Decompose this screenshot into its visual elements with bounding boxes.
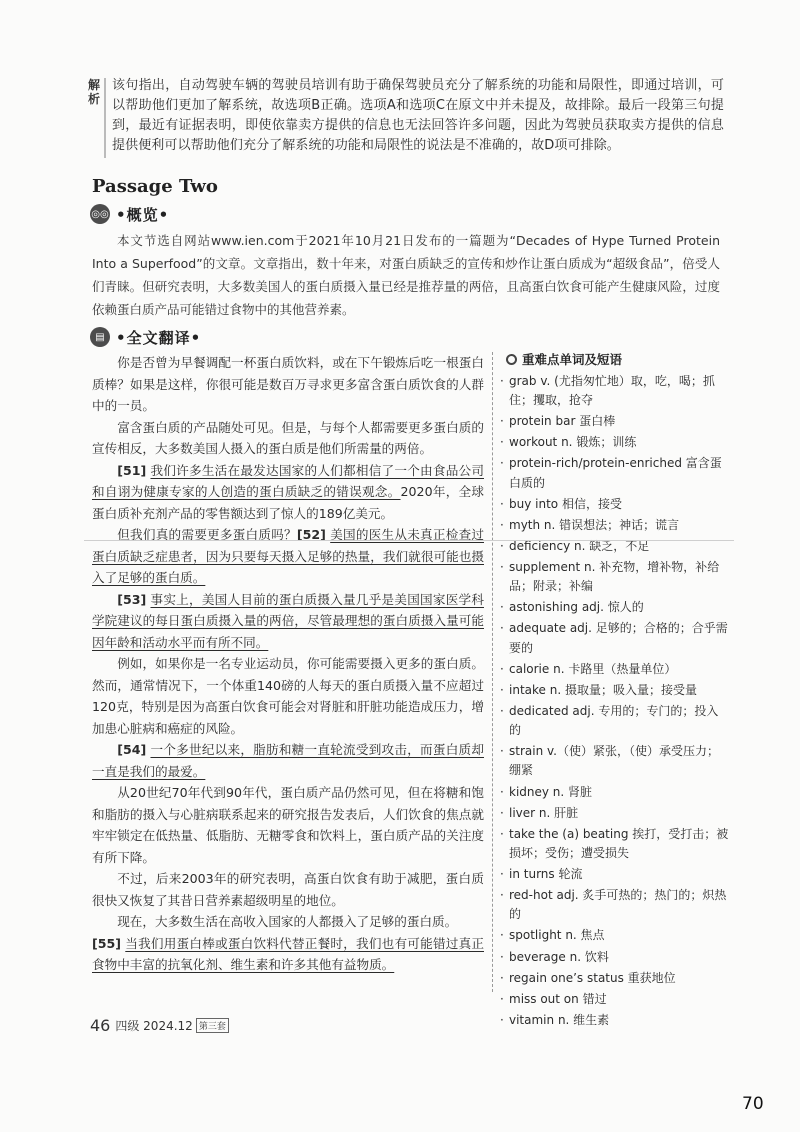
vocabulary-item: · miss out on 错过 — [500, 990, 730, 1009]
vocabulary-item: · vitamin n. 维生素 — [500, 1011, 730, 1030]
vocabulary-item: · supplement n. 补充物，增补物，补给品；附录；补编 — [500, 558, 730, 596]
target-icon — [506, 354, 517, 365]
vocabulary-item: · buy into 相信，接受 — [500, 495, 730, 514]
overview-heading — [90, 203, 169, 225]
explanation-tag: 解析 — [87, 78, 100, 106]
translation-body — [92, 352, 484, 976]
vocabulary-item: · protein bar 蛋白棒 — [500, 412, 730, 431]
footer-page-number: 46 — [90, 1016, 111, 1035]
vocabulary-item: · adequate adj. 足够的；合格的；合乎需要的 — [500, 619, 730, 657]
translation-heading-label: •全文翻译• — [116, 328, 202, 347]
vocabulary-item: · strain v.（使）紧张，（使）承受压力；绷紧 — [500, 742, 730, 780]
sentence: 现在，大多数生活在高收入国家的人都摄入了足够的蛋白质。 — [117, 914, 458, 929]
underlined-sentence: 美国的医生从未真正检查过蛋白质缺乏症患者，因为只要每天摄入足够的热量，我们就很可能也摄入了足够的蛋白质。 — [92, 527, 484, 585]
explanation-bar — [104, 78, 106, 158]
overview-text: 本文节选自网站www.ien.com于2021年10月21日发布的一篇题为“Decades of Hype Turned Protein Into a Superfood”的文章。文章指出，数十年来，对蛋白质缺乏的宣传和炒作让蛋白质成为“超级食品”，倍受人们青睐。但研究表明，大多数美国人的蛋白质摄入量已经是推荐量的两倍，且高蛋白饮食可能产生健康风险，过度依赖蛋白质产品可能错过食物中的其他营养素。 — [92, 233, 720, 317]
footer — [90, 1016, 229, 1035]
vocabulary-item: · intake n. 摄取量；吸入量；接受量 — [500, 681, 730, 700]
question-number: [53] — [117, 591, 147, 607]
vocabulary-item: · deficiency n. 缺乏，不足 — [500, 537, 730, 556]
translation-paragraph: 例如，如果你是一名专业运动员，你可能需要摄入更多的蛋白质。然而，通常情况下，一个体重140磅的人每天的蛋白质摄入量不应超过120克，特别是因为高蛋白饮食可能会对肾脏和肝脏功能造成压力，增加患心脏病和癌症的风险。 — [92, 656, 484, 736]
passage-title: Passage Two — [92, 176, 218, 197]
overview-heading-label: •概览• — [116, 205, 170, 224]
vocabulary-item: · take the (a) beating 挨打，受打击；被损坏；受伤；遭受损失 — [500, 825, 730, 863]
translation-paragraph — [92, 911, 484, 933]
sentence: 2020年，全球蛋白质补充剂产品的零售额达到了惊人的189亿美元。 — [92, 484, 485, 521]
sentence: 但我们真的需要更多蛋白质吗？ — [117, 527, 297, 542]
vocabulary-title — [506, 350, 622, 368]
vocabulary-item: · red-hot adj. 炙手可热的；热门的；炽热的 — [500, 886, 730, 924]
vocabulary-item: · liver n. 肝脏 — [500, 804, 730, 823]
footer-label: 四级 2024.12 — [115, 1019, 193, 1033]
glasses-icon: ◎◎ — [90, 204, 110, 224]
vocabulary-item: · regain one’s status 重获地位 — [500, 969, 730, 988]
vocabulary-title-label: 重难点单词及短语 — [522, 352, 623, 367]
vocabulary-item: · grab v. (尤指匆忙地）取，吃，喝；抓住；攫取，抢夺 — [500, 372, 730, 410]
question-number: [55] — [92, 935, 122, 951]
translation-paragraph: 不过，后来2003年的研究表明，高蛋白饮食有助于减肥，蛋白质很快又恢复了其昔日营养素超级明星的地位。 — [92, 871, 484, 908]
question-number: [52] — [296, 527, 326, 542]
page-number: 70 — [742, 1094, 764, 1114]
translation-heading — [90, 326, 201, 348]
vocabulary-item: · spotlight n. 焦点 — [500, 926, 730, 945]
translation-paragraph: 富含蛋白质的产品随处可见。但是，与每个人都需要更多蛋白质的宣传相反，大多数美国人摄入的蛋白质是他们所需量的两倍。 — [92, 419, 484, 456]
vocabulary-item: · beverage n. 饮料 — [500, 948, 730, 967]
translation-paragraph — [92, 739, 484, 782]
vocabulary-item: · dedicated adj. 专用的；专门的；投入的 — [500, 702, 730, 740]
footer-set-badge: 第三套 — [196, 1018, 229, 1033]
translation-paragraph — [92, 460, 484, 525]
vocabulary-item: · workout n. 锻炼；训练 — [500, 433, 730, 452]
explanation-text: 该句指出，自动驾驶车辆的驾驶员培训有助于确保驾驶员充分了解系统的功能和局限性，即通过培训，可以帮助他们更加了解系统，故选项B正确。选项A和选项C在原文中并未提及，故排除。最后一段第三句提到，最近有证据表明，即使依靠卖方提供的信息也无法回答许多问题，因此为驾驶员获取卖方提供的信息提供便利可以帮助他们充分了解系统的功能和局限性的说法是不准确的，故D项可排除。 — [112, 78, 724, 153]
column-divider — [492, 352, 493, 992]
underlined-sentence: 一个多世纪以来，脂肪和糖一直轮流受到攻击，而蛋白质却一直是我们的最爱。 — [92, 742, 484, 779]
translation-paragraph — [92, 524, 484, 589]
vocabulary-list — [500, 372, 730, 1032]
vocabulary-item: · kidney n. 肾脏 — [500, 783, 730, 802]
translation-paragraph — [92, 589, 484, 654]
vocabulary-item: · astonishing adj. 惊人的 — [500, 598, 730, 617]
translation-paragraph — [92, 933, 484, 976]
question-number: [54] — [117, 742, 147, 757]
vocabulary-item: · myth n. 错误想法；神话；谎言 — [500, 516, 730, 535]
underlined-sentence: 我们许多生活在最发达国家的人们都相信了一个由食品公司和自诩为健康专家的人创造的蛋白质缺乏的错误观念。 — [92, 462, 484, 499]
question-number: [51] — [117, 462, 147, 478]
underlined-sentence: 事实上，美国人目前的蛋白质摄入量几乎是美国国家医学科学院建议的每日蛋白质摄入量的两倍，尽管最理想的蛋白质摄入量可能因年龄和活动水平而有所不同。 — [92, 591, 484, 650]
vocabulary-item: · protein-rich/protein-enriched 富含蛋白质的 — [500, 454, 730, 492]
translation-paragraph: 从20世纪70年代到90年代，蛋白质产品仍然可见，但在将糖和饱和脂肪的摄入与心脏病联系起来的研究报告发表后，人们饮食的焦点就牢牢锁定在低热量、低脂肪、无糖零食和饮料上，蛋白质产品的关注度有所下降。 — [92, 785, 484, 865]
chat-icon: ▤ — [90, 327, 110, 347]
underlined-sentence: 当我们用蛋白棒或蛋白饮料代替正餐时，我们也有可能错过真正食物中丰富的抗氧化剂、维生素和许多其他有益物质。 — [92, 935, 484, 972]
vocabulary-item: · calorie n. 卡路里（热量单位） — [500, 660, 730, 679]
page-fold-line — [84, 540, 734, 541]
translation-paragraph: 你是否曾为早餐调配一杯蛋白质饮料，或在下午锻炼后吃一根蛋白质棒？如果是这样，你很可能是数百万寻求更多富含蛋白质饮食的人群中的一员。 — [92, 355, 484, 413]
vocabulary-item: · in turns 轮流 — [500, 865, 730, 884]
